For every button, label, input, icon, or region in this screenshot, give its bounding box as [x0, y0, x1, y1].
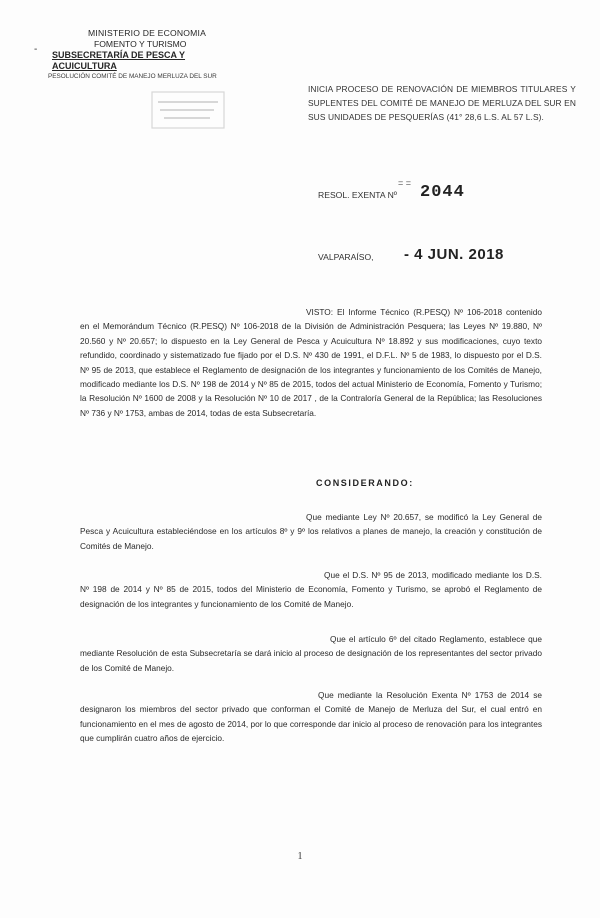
- page-number: 1: [297, 851, 303, 862]
- considerando-paragraph: Que mediante Ley Nº 20.657, se modificó la Ley General de Pesca y Acuicultura estableciéndose en los artículos 8º y 9º los relativos a planes de manejo, la creación y constitución de Comités de Manejo.: [80, 512, 542, 551]
- place: VALPARAÍSO,: [318, 252, 374, 262]
- date-stamp: - 4 JUN. 2018: [404, 246, 504, 263]
- letterhead: [40, 28, 250, 81]
- faded-stamp-icon: [150, 90, 226, 130]
- resolution-number: 2044: [420, 183, 465, 202]
- considerando-heading: CONSIDERANDO:: [316, 478, 414, 488]
- resolution-mark: = =: [398, 178, 412, 188]
- visto-paragraph: VISTO: El Informe Técnico (R.PESQ) Nº 106-2018 contenido en el Memorándum Técnico (R.PESQ) Nº 106-2018 de la División de Administración Pesquera; las Leyes Nº 19.880, Nº 20.560 y Nº 20.657; lo dispuesto en la Ley General de Pesca y Acuicultura Nº 18.892 y sus modificaciones, cuyo texto refundido, coordinado y sistematizado fue fijado por el D.S. Nº 430 de 1991, el D.F.L. Nº 5 de 1983, lo dispuesto por el D.S. Nº 95 de 2013, que establece el Reglamento de designación de los integrantes y funcionamiento de los Comités de Manejo, modificado mediante los D.S. Nº 198 de 2014 y Nº 85 de 2015, todos del actual Ministerio de Economía, Fomento y Turismo; la Resolución Nº 1600 de 2008 y la Resolución Nº 10 de 2017 , de la Contraloría General de la República; las Resoluciones Nº 736 y Nº 1753, ambas de 2014, todas de esta Subsecretaría.: [80, 307, 542, 418]
- considerando-paragraph: Que el artículo 6º del citado Reglamento, establece que mediante Resolución de esta Subsecretaría se dará inicio al proceso de designación de los representantes del sector privado de los Comité de Manejo.: [80, 634, 542, 673]
- resolution-label: RESOL. EXENTA Nº: [318, 190, 397, 200]
- letterhead-ministry-sub: FOMENTO Y TURISMO: [94, 39, 187, 49]
- margin-mark: -: [34, 44, 38, 55]
- considerando-paragraph: Que el D.S. Nº 95 de 2013, modificado mediante los D.S. Nº 198 de 2014 y Nº 85 de 2015, todos del Ministerio de Economía, Fomento y Turismo, se aprobó el Reglamento de designación de los integrantes y funcionamiento de los Comité de Manejo.: [80, 570, 542, 609]
- letterhead-reference: PESOLUCIÓN COMITÉ DE MANEJO MERLUZA DEL SUR: [48, 73, 217, 80]
- letterhead-subsecretaria: SUBSECRETARÍA DE PESCA Y ACUICULTURA: [52, 50, 186, 71]
- resolution-subject: INICIA PROCESO DE RENOVACIÓN DE MIEMBROS TITULARES Y SUPLENTES DEL COMITÉ DE MANEJO DE MERLUZA DEL SUR EN SUS UNIDADES DE PESQUERÍAS (41° 28,6 L.S. AL 57 L.S).: [308, 84, 576, 123]
- considerando-paragraph: Que mediante la Resolución Exenta Nº 1753 de 2014 se designaron los miembros del sector privado que conforman el Comité de Manejo de Merluza del Sur, el cual entró en funcionamiento en el mes de agosto de 2014, por lo que corresponde dar inicio al proceso de renovación para los integrantes que cumplirán cuatro años de ejercicio.: [80, 690, 542, 744]
- letterhead-ministry: MINISTERIO DE ECONOMIA: [88, 28, 207, 38]
